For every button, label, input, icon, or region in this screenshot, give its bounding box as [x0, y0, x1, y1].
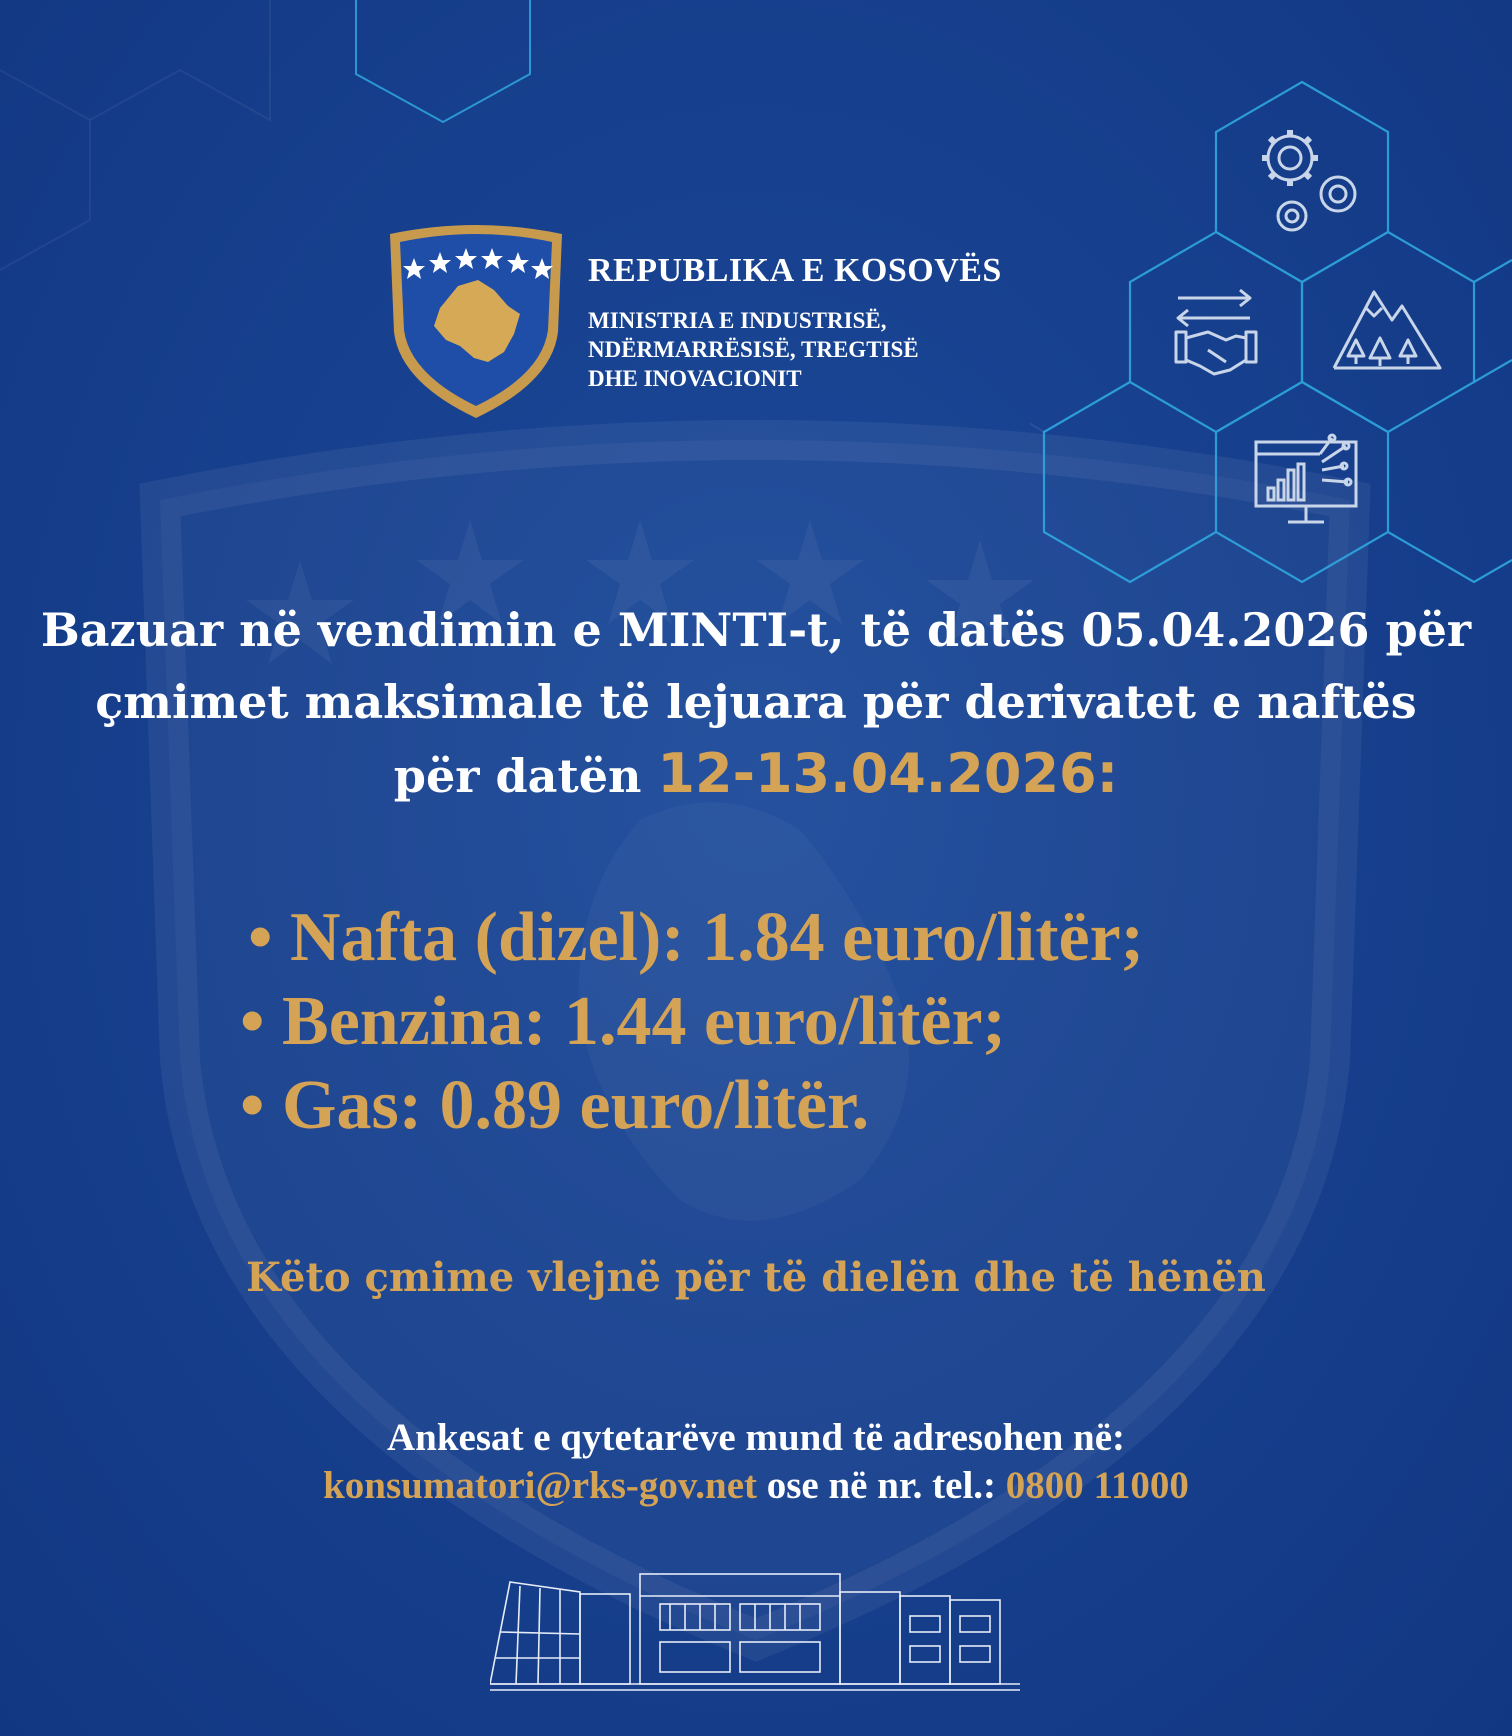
ministry-name: [588, 306, 1002, 393]
intro-date-prefix: për datën: [393, 749, 642, 803]
contact-intro: Ankesat e qytetarëve mund të adresohen në:: [386, 1416, 1126, 1459]
contact-block: [0, 1414, 1512, 1510]
contact-phone[interactable]: 0800 11000: [1005, 1464, 1189, 1507]
gears-icon: [1262, 130, 1355, 230]
ministry-line-2: NDËRMARRËSISË, TREGTISË: [588, 337, 919, 362]
contact-middle-text: ose në nr. tel.:: [757, 1464, 1006, 1507]
handshake-icon: [1176, 290, 1256, 374]
price-list: [240, 896, 1144, 1148]
validity-note: Këto çmime vlejnë për të dielën dhe të hënën: [246, 1254, 1266, 1301]
price-gasoline: • Benzina: 1.44 euro/litër;: [240, 983, 1006, 1060]
building-illustration: [490, 1572, 1020, 1692]
analytics-monitor-icon: [1256, 435, 1356, 522]
price-diesel: • Nafta (dizel): 1.84 euro/litër;: [248, 899, 1144, 976]
contact-email-link[interactable]: konsumatori@rks-gov.net: [323, 1464, 757, 1507]
intro-line-1: Bazuar në vendimin e MINTI-t, të datës 05.04.2026 për: [40, 603, 1472, 657]
price-gas: • Gas: 0.89 euro/litër.: [240, 1067, 870, 1144]
intro-line-2: çmimet maksimale të lejuara për derivatet e naftës: [95, 675, 1417, 729]
contact-details: [0, 1462, 1512, 1510]
intro-line-3: [0, 738, 1512, 812]
intro-date-range: 12-13.04.2026:: [657, 742, 1119, 805]
mountains-icon: [1334, 292, 1440, 368]
republic-title: REPUBLIKA E KOSOVËS: [588, 252, 1002, 289]
kosovo-seal: [384, 222, 568, 422]
intro-statement: [0, 594, 1512, 812]
ministry-line-3: DHE INOVACIONIT: [588, 366, 802, 391]
hexagon-icon-cluster: [1030, 70, 1512, 610]
ministry-line-1: MINISTRIA E INDUSTRISË,: [588, 308, 887, 333]
header-text-block: [588, 252, 1002, 393]
